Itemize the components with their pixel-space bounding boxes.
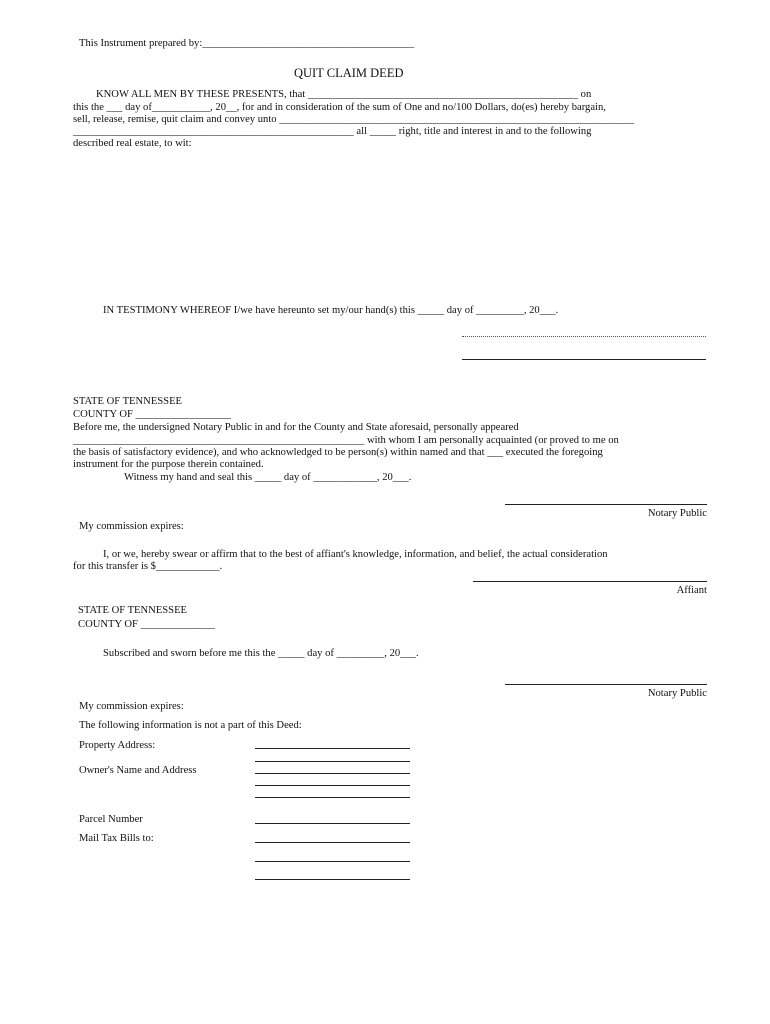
property-address-label: Property Address: [79, 740, 156, 751]
affiant-signature-line [473, 581, 707, 582]
deed-line-2: this the ___ day of___________, 20__, for and in consideration of the sum of One and no/100 Dollars, do(es) hereby bargain, [73, 102, 606, 113]
mail-tax-line [255, 879, 410, 880]
ack1-witness: Witness my hand and seal this _____ day of ____________, 20___. [124, 472, 412, 483]
affiant-label: Affiant [676, 585, 707, 596]
deed-line-1: KNOW ALL MEN BY THESE PRESENTS, that ___________________________________________________ on [96, 89, 592, 100]
affidavit-line-1: I, or we, hereby swear or affirm that to the best of affiant's knowledge, information, and belief, the actual consideration [103, 549, 608, 560]
commission-expires-2: My commission expires: [79, 701, 184, 712]
ack1-line-4: instrument for the purpose therein contained. [73, 459, 264, 470]
notary-public-label-2: Notary Public [647, 688, 707, 699]
ack1-line-2: _______________________________________________________ with whom I am personally acquainted (or proved to me on [73, 435, 619, 446]
ack1-line-3: the basis of satisfactory evidence), and who acknowledged to be person(s) within named and that ___ executed the foregoing [73, 447, 603, 458]
parcel-label: Parcel Number [79, 814, 143, 825]
notary-public-label-1: Notary Public [647, 508, 707, 519]
owner-label: Owner's Name and Address [79, 765, 197, 776]
parcel-line [255, 823, 410, 824]
commission-expires-1: My commission expires: [79, 521, 184, 532]
owner-line [255, 785, 410, 786]
mail-tax-label: Mail Tax Bills to: [79, 833, 154, 844]
prepared-by-line: This Instrument prepared by:________________________________________ [79, 38, 415, 49]
mail-tax-line [255, 861, 410, 862]
notary-signature-line-2 [505, 684, 707, 685]
ack1-state: STATE OF TENNESSEE [73, 396, 183, 407]
testimony-line: IN TESTIMONY WHEREOF I/we have hereunto set my/our hand(s) this _____ day of _________, 20___. [103, 305, 559, 316]
deed-line-3: sell, release, remise, quit claim and convey unto ___________________________________________________________________ [73, 114, 635, 125]
owner-line [255, 797, 410, 798]
property-address-line [255, 761, 410, 762]
info-note: The following information is not a part of this Deed: [79, 720, 302, 731]
deed-line-5: described real estate, to wit: [73, 138, 192, 149]
signature-line-2 [462, 359, 706, 360]
affidavit-line-2: for this transfer is $____________. [73, 561, 223, 572]
deed-line-4: _____________________________________________________ all _____ right, title and interest in and to the following [73, 126, 592, 137]
notary-signature-line-1 [505, 504, 707, 505]
owner-line [255, 773, 410, 774]
ack2-sworn: Subscribed and sworn before me this the _____ day of _________, 20___. [103, 648, 419, 659]
ack2-state: STATE OF TENNESSEE [78, 605, 188, 616]
ack1-county: COUNTY OF __________________ [73, 409, 231, 420]
mail-tax-line [255, 842, 410, 843]
signature-line-1 [462, 336, 706, 337]
document-title: QUIT CLAIM DEED [294, 66, 404, 80]
ack2-county: COUNTY OF ______________ [78, 619, 215, 630]
property-address-line [255, 748, 410, 749]
ack1-line-1: Before me, the undersigned Notary Public in and for the County and State aforesaid, personally appeared [73, 422, 519, 433]
